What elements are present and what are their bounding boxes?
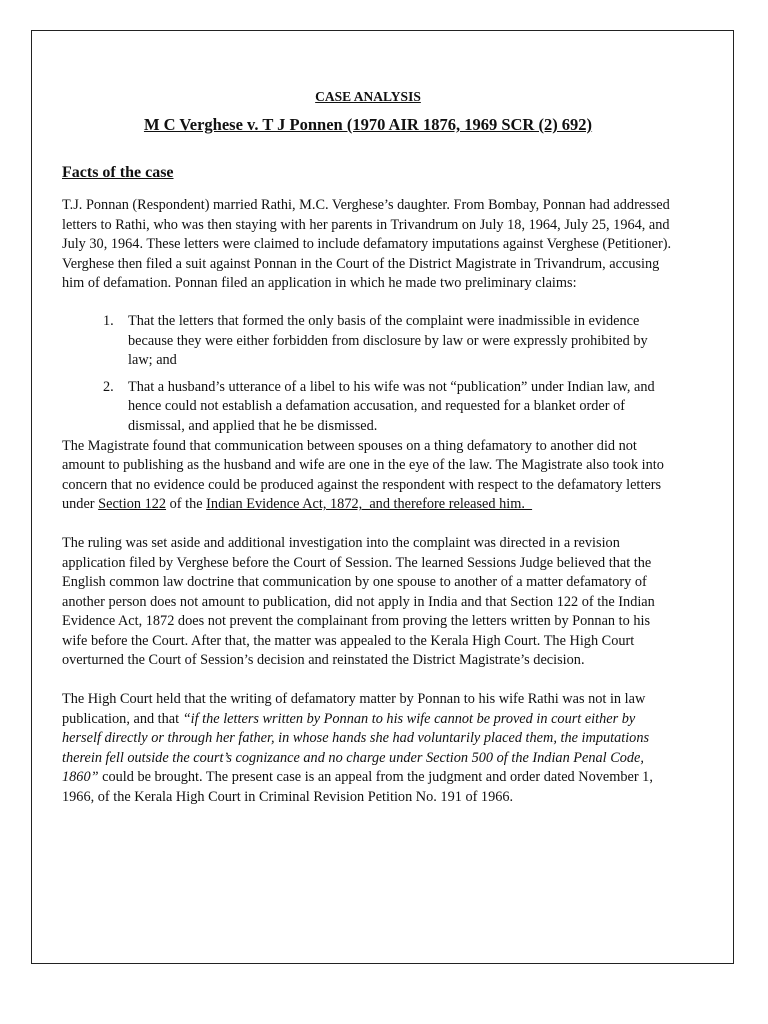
document-body [62,82,674,952]
magistrate-text-1: The Magistrate found that communication between spouses on a thing defamatory to another did not amount to publishing as the husband and wife are one in the eye of the law. The Magistrate also took into concern that no evidence could be produced against the respondent with respect to the defamatory letters under [62,437,664,513]
case-title: M C Verghese v. T J Ponnen (1970 AIR 1876, 1969 SCR (2) 692) [143,115,593,134]
high-court-paragraph [62,690,674,808]
high-court-text-2: could be brought. The present case is an appeal from the judgment and order dated November 1, 1966, of the Kerala High Court in Criminal Revision Petition No. 191 of 1966. [62,769,653,806]
facts-paragraph: T.J. Ponnan (Respondent) married Rathi, M.C. Verghese’s daughter. From Bombay, Ponnan had addressed letters to Rathi, who was then staying with her parents in Trivandrum on July 18, 1964, July 25, 1964, and July 30, 1964. These letters were claimed to include defamatory imputations against Verghese (Petitioner). Verghese then filed a suit against Ponnan in the Court of the District Magistrate in Trivandrum, accusing him of defamation. Ponnan filed an application in which he made two preliminary claims: [62,197,672,292]
ruling-paragraph: The ruling was set aside and additional investigation into the complaint was directed in a revision application filed by Verghese before the Court of Session. The learned Sessions Judge believed that the English common law doctrine that communication by one spouse to another of a matter defamatory of another person does not amount to publication, did not apply in India and that Section 122 of the Indian Evidence Act, 1872 does not prevent the complainant from proving the letters written by Ponnan to his wife before the Court. After that, the matter was appealed to the Kerala High Court. The High Court overturned the Court of Session’s decision and reinstated the District Magistrate’s decision. [62,534,655,669]
list-item [62,312,674,371]
list-item-number: 2. [103,378,114,395]
list-item-text: That the letters that formed the only basis of the complaint were inadmissible in evidence because they were either forbidden from disclosure by law or were expressly prohibited by law; and [128,312,648,369]
high-court-quote: “if the letters written by Ponnan to his wife cannot be proved in court either by herself directly or through her father, in whose hands she had voluntarily placed them, the imputations therein fell outside the court’s cognizance and no charge under Section 500 of the Indian Penal Code, 1860” [62,710,650,786]
section-122-link[interactable]: Section 122 [98,496,167,513]
case-analysis-heading: CASE ANALYSIS [315,89,421,104]
facts-section-heading: Facts of the case [62,164,174,181]
magistrate-text-2: of the [166,496,207,513]
list-item [62,378,674,437]
high-court-text-1: The High Court held that the writing of defamatory matter by Ponnan to his wife Rathi was not in law publication, and that [62,691,646,727]
list-item-number: 1. [103,312,114,329]
list-item-text: That a husband’s utterance of a libel to his wife was not “publication” under Indian law, and hence could not establish a defamation accusation, and requested for a blanket order of dismissal, and applied that he be dismissed. [128,378,655,434]
evidence-act-link[interactable]: Indian Evidence Act, 1872, and therefore released him. [206,496,533,513]
claims-list [62,312,674,437]
magistrate-paragraph [62,437,674,515]
